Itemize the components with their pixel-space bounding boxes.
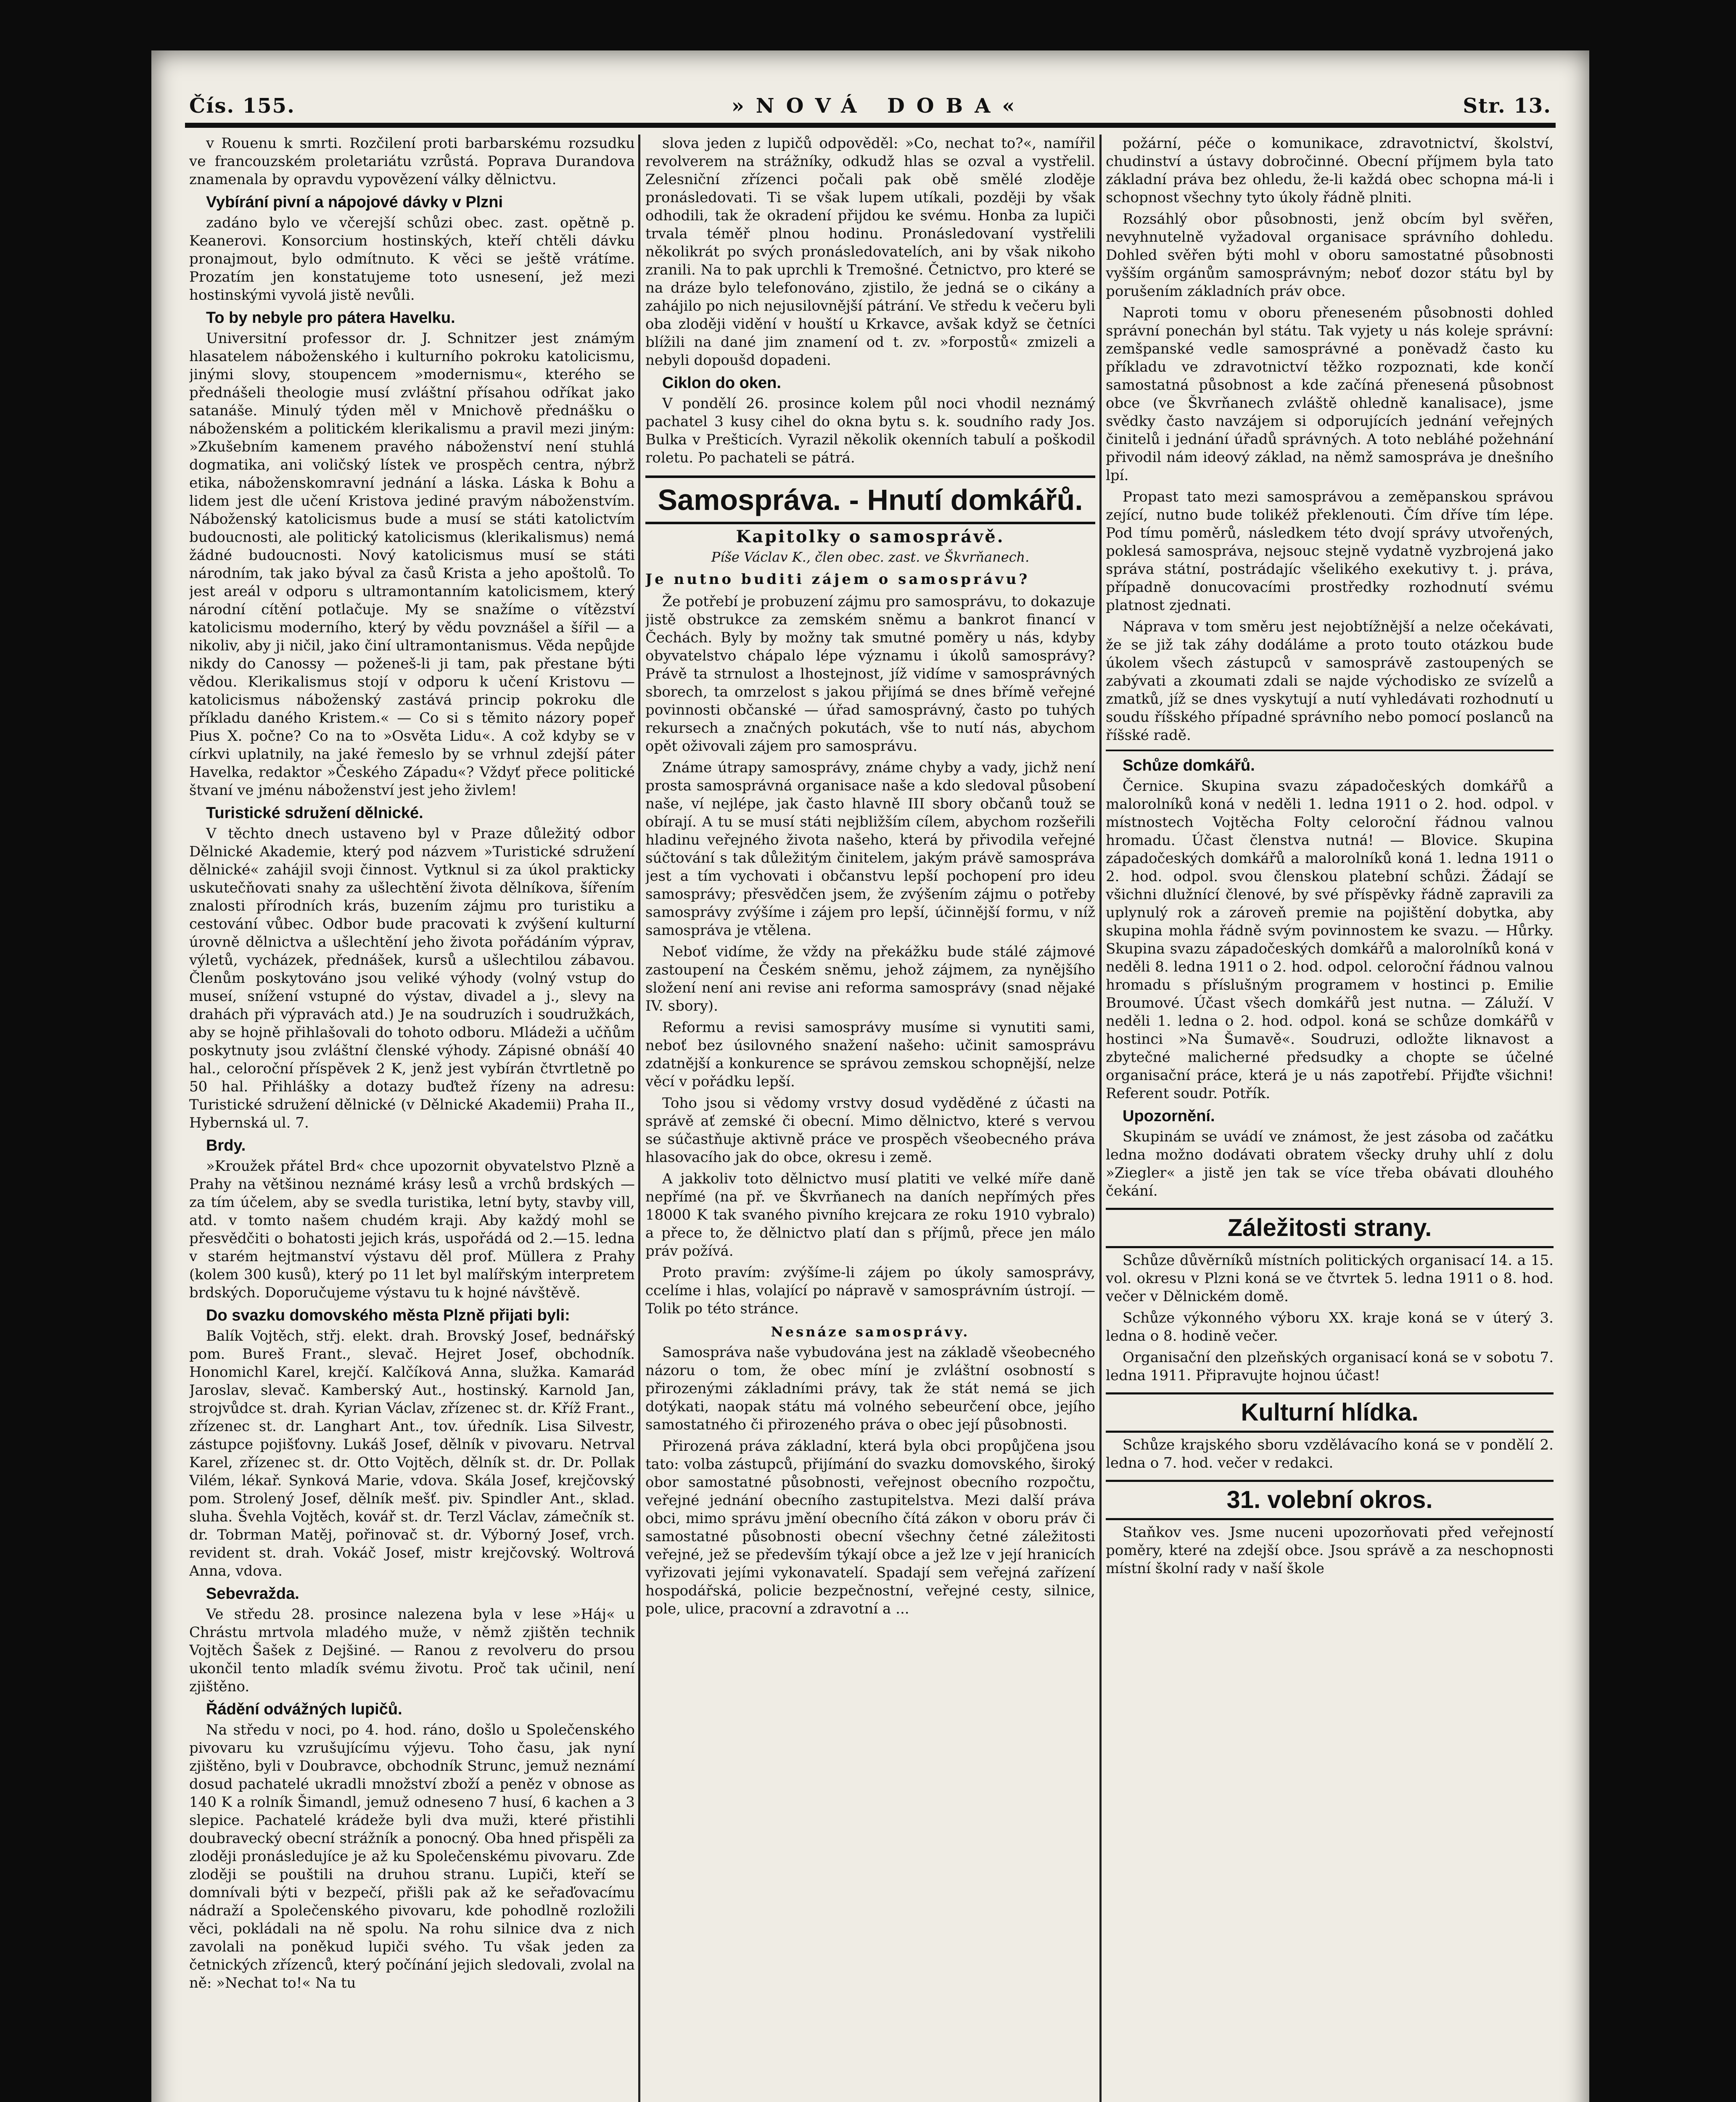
article-heading: Schůze domkářů. xyxy=(1123,757,1255,774)
article-text: A jakkoliv toto dělnictvo musí platiti ve velké míře daně nepřímé (na př. ve Škvrňanech na daních nepřímých přes 18000 K tak svaného pivního krejcara ze roku 1910 vybralo) a přece to, že dělnictvo platí dan s příjmů, přece jen málo práv požívá. xyxy=(645,1170,1095,1260)
article-text: Že potřebí je probuzení zájmu pro samosprávu, to dokazuje jistě obstrukce za zemském sněmu a bankrot financí v Čechách. Byly by možny tak smutné poměry u nás, kdyby obyvatelstvo chápalo lépe významu i úkolů samosprávy? Právě ta strnulost a lhostejnost, jíž vidíme v samosprávných sborech, ta omrzelost s jakou přijímá se dnes břímě veřejné povinnosti občanské — úřad samosprávný, často po tuhých rekursech a značných pokutách, vše to nutí nás, abychom opět oživovali zájem pro samosprávu. xyxy=(645,593,1095,755)
section-banner: Kulturní hlídka. xyxy=(1106,1392,1554,1433)
article-text: Známe útrapy samosprávy, známe chyby a vady, jichž není prosta samosprávná organisace naše a kdo sledoval působení naše, ví nejlépe, jak často hlavně III sbory občanů touž se obírají. A tu se musí státi nejbližším cílem, abychom rozšeřili hladinu veřejného života našeho, která by přivodila veřejné súčtování s tak důležitým činitelem, jakým právě samospráva jest a tím vychovati i občanstvu lepší pochopení pro ideu samosprávy; přesvědčen jsem, že zvýšením zájmu o potřeby samosprávy zvýšíme i zájem pro lepší, účinnější formu, v níž samospráva je vtělena. xyxy=(645,759,1095,939)
article-heading: Upozornění. xyxy=(1123,1107,1215,1125)
newspaper-title: »NOVÁ DOBA« xyxy=(731,94,1027,118)
byline: Píše Václav K., člen obec. zast. ve Škvrňanech. xyxy=(711,549,1030,565)
newspaper-page xyxy=(151,50,1589,2102)
article-text: Přirozená práva základní, která byla obci propůjčena jsou tato: volba zástupců, přijímání do svazku domovského, široký obor samostatné působnosti, veřejnost obecního rozpočtu, veřejné jednání obecního zastupitelstva. Mezi další práva obci, mimo správu jmění obecního čítá zákon v oboru práv či samostatné působnosti obecní všechny četné záležitosti veřejné, jež se především týkají obce a jež lze v její hranicích vyřizovati jejími vykonavatelí. Spadají sem veřejná zařízení hospodářská, policie bezpečnostní, veřejné cesty, silnice, pole, ulice, pracovní a zdravotní a ... xyxy=(645,1438,1095,1617)
article-text: Proto pravím: zvýšíme-li zájem po úkoly samosprávy, ccelíme i hlas, volající po nápravě v samosprávním ústrojí. — Tolik po této stránce. xyxy=(645,1264,1095,1317)
masthead xyxy=(189,67,1551,118)
article-heading: Brdy. xyxy=(206,1137,246,1154)
article-text: zadáno bylo ve včerejší schůzi obec. zast. opětně p. Keanerovi. Konsorcium hostinských, kteří chtěli dávku pronajmout, bylo odmítnuto. K věci se ještě vrátíme. Prozatím jen konstatujeme toto usnesení, jež mezi hostinskými vyvolá jistě nevůli. xyxy=(189,214,635,304)
article-text: Toho jsou si vědomy vrstvy dosud vyděděné z účasti na správě ať zemské či obecní. Mimo dělnictvo, které s vervou se súčastňuje aktivně práce ve prospěch všeobecného práva hlasovacího jak do obce, okresu i země. xyxy=(645,1095,1095,1166)
article-text: Universitní professor dr. J. Schnitzer jest známým hlasatelem náboženského i kulturního pokroku katolicismu, jinými slovy, stoupencem »modernismu«, kterého se přednášeli theologie musí zvláštní přísahou odříkat jako satanáše. Minulý týden měl v Mnichově přednášku o náboženském a politickém klerikalismu a pravil mezi jiným: »Zkušebním kamenem pravého náboženství není stuhlá dogmatika, ani voličský lístek ve prospěch centra, nýbrž etika, náboženskomravní jednání a láska. Láska k Bohu a lidem jest dle učení Kristova jediné pravým náboženstvím. Náboženský katolicismus bude a musí se státi katolictvím budoucnosti, ale politický katolicismus (klerikalismus) nemá žádné budoucnosti. Nový katolicismus musí se státi národním, tak jako býval za časů Krista a jeho apoštolů. To jest areál v odporu s ultramontanním katolicismem, který národní cítění potlačuje. My se snažíme o vítězství katolicismu moderního, který by vědu povznášel a šířil — a nikoliv, aby ji ničil, jako činí ultramontanismus. Věda nepůjde nikdy do Canossy — poženeš-li ji tam, pak přestane býti vědou. Klerikalismus stojí v odporu k učení Kristovu — katolicismus náboženský zastává princip pokroku dle příkladu daného Kristem.« — Co si s těmito názory popeř Pius X. počne? Co na to »Osvěta Lidu«. A což kdyby se v církvi uplatnily, na jaké řemeslo by se vrhnul zdejší páter Havelka, redaktor »Českého Západu«? Vždyť přece politické štvaní ve jménu náboženství jest jeho živlem! xyxy=(189,330,635,799)
section-subheading: Kapitolky o samosprávě. xyxy=(736,527,1005,547)
header-rule xyxy=(185,123,1556,128)
article-text: požární, péče o komunikace, zdravotnictví, školství, chudinství a ústavy dobročinné. Obecní příjmem byla tato základní práva bez ohledu, že-li každá obec schopna má-li i schopnost všechny tyto úkoly řádně plniti. xyxy=(1106,135,1554,206)
article-text: Balík Vojtěch, střj. elekt. drah. Brovský Josef, bednářský pom. Bureš Frant., slevač. Hejret Josef, obchodník. Honomichl Karel, krejčí. Kalčíková Anna, služka. Kamarád Jaroslav, slevač. Kamberský Aut., hostinský. Karnold Jan, strojvůdce st. drah. Kyrian Václav, zřízenec st. dr. Kříž Frant., zřízenec st. dr. Langhart Ant., tov. úředník. Lisa Silvestr, zástupce pojišťovny. Lukáš Josef, dělník v pivovaru. Netrval Karel, zřízenec st. dr. Otto Vojtěch, dělník st. dr. Dr. Pollak Vilém, lékař. Synková Marie, vdova. Skála Josef, krejčovský pom. Strolený Josef, dělník mešť. piv. Spindler Ant., sklad. sluha. Švehla Vojtěch, kovář st. dr. Terzl Václav, zámečník st. dr. Tobrman Matěj, pořinovač st. dr. Výborný Josef, vrch. revident st. drah. Vokáč Josef, mistr krejčovský. Woltrová Anna, vdova. xyxy=(189,1328,635,1579)
section-banner: Samospráva. - Hnutí domkářů. xyxy=(645,475,1095,524)
column-divider xyxy=(638,135,640,2102)
article-text: Schůze krajského sboru vzdělávacího koná se v pondělí 2. ledna o 7. hod. večer v redakci. xyxy=(1106,1437,1554,1471)
article-text: V těchto dnech ustaveno byl v Praze důležitý odbor Dělnické Akademie, který pod názvem »Turistické sdružení dělnické« zahájil svoji činnost. Vytknul si za úkol prakticky uskutečňovati snahy za ušlechtění života dělníkova, šířením znalosti přírodních krás, buzením zájmu pro turistiku a cestování vůbec. Odbor bude pracovati k zvýšení kulturní úrovně dělnictva a ušlechtění jeho života pořádáním výprav, výletů, vycházek, přednášek, kursů a ušlechtilou zábavou. Členům poskytováno jsou veliké výhody (volný vstup do museí, snížení vstupné do výstav, divadel a j., slevy na drahách při výpravách atd.) Je na soudruzích i soudružkách, aby se hojně přihlašovali do tohoto odboru. Mládeži a učňům poskytnuty jsou zvláštní členské výhody. Zápisné obnáší 40 hal., celoroční příspěvek 2 K, jenž jest vybírán čtvrtletně po 50 hal. Přihlášky a dotazy buďtež řízeny na adresu: Turistické sdružení dělnické (v Dělnické Akademii) Praha II., Hybernská ul. 7. xyxy=(189,825,635,1131)
article-heading: To by nebyle pro pátera Havelku. xyxy=(206,309,455,327)
article-text: Skupinám se uvádí ve známost, že jest zásoba od začátku ledna možno dodávati obratem všecky druhy uhlí z dolu »Ziegler« a jistě jen tak se více třeba obávati dlouhého čekání. xyxy=(1106,1128,1554,1199)
article-text: Schůze výkonného výboru XX. kraje koná se v úterý 3. ledna o 8. hodině večer. xyxy=(1106,1310,1554,1344)
article-text: »Kroužek přátel Brd« chce upozornit obyvatelstvo Plzně a Prahy na většinou neznámé krásy lesů a vrchů brdských — za tím účelem, aby se svedla turistika, letní byty, stavby vill, atd. v tomto našem chudém kraji. Aby každý mohl se přesvědčiti o bohatosti jejich krás, uspořádá od 2.—15. ledna v starém hejtmanství výstavu děl prof. Müllera z Prahy (kolem 300 kusů), který po 11 let byl malířským interpretem brdských. Doporučujeme výstavu tu k hojné návštěvě. xyxy=(189,1158,635,1301)
article-text: Ve středu 28. prosince nalezena byla v lese »Háj« u Chrástu mrtvola mladého muže, v němž zjištěn technik Vojtěch Šašek z Dejšiné. — Ranou z revolveru do prsou ukončil tento mladík svému životu. Proč tak učinil, není zjištěno. xyxy=(189,1606,635,1695)
article-heading: Sebevražda. xyxy=(206,1585,299,1603)
article-heading: Řádění odvážných lupičů. xyxy=(206,1701,402,1718)
article-heading: Do svazku domovského města Plzně přijati byli: xyxy=(206,1307,570,1324)
article-text: Naproti tomu v oboru přeneseném působnosti dohled správní ponechán byl státu. Tak vyjety u nás koleje správní: zemšpanské vedle samosprávné a poněvadž často ku příkladu ve zdravotnictví těžko rozpoznati, kde končí samostatná působnost a kde začíná přenesená působnost obce (ve Škvrňanech zvláště ohledně kanalisace), jsme svědky často navzájem si odporujících jednání veřejných činitelů i jednání úřadů správných. A toto nebláhé požehnání přivodil nám ideový základ, na němž samospráva je dnešního lpí. xyxy=(1106,304,1554,484)
article-text: Náprava v tom směru jest nejobtížnější a nelze očekávati, že se již tak záhy dodáláme a proto touto otázkou bude úkolem všech zástupců v samosprávě zastoupených se zabývati a zkoumati zdali se najde východisko ze svízelů a zmatků, jíž se dnes vyskytují a nutí vyhledávati rozhodnutí u soudu říšského případné správního nebo pomocí poslanců na říšské radě. xyxy=(1106,618,1554,744)
section-subheading: Nesnáze samosprávy. xyxy=(771,1324,970,1340)
article-text: Samospráva naše vybudována jest na základě všeobecného názoru o tom, že obec míní je zvláštní osobností s přirozenými základními právy, tak že stát nemá se jich dotýkati, naopak státu má volného sebeurčení obce, jejího samostatného či přirozeného práva o obec její působnosti. xyxy=(645,1344,1095,1433)
lead-question: Je nutno buditi zájem o samosprávu? xyxy=(645,571,1030,588)
page-number: Str. 13. xyxy=(1463,94,1551,118)
section-banner: 31. volební okros. xyxy=(1106,1480,1554,1520)
issue-number: Čís. 155. xyxy=(189,94,295,118)
column-3 xyxy=(1106,135,1554,2102)
article-text: Černice. Skupina svazu západočeských domkářů a malorolníků koná v neděli 1. ledna 1911 o 2. hod. odpol. v místnostech Vojtěcha Folty celoroční řádnou valnou hromadu. Účast členstva nutná! — Blovice. Skupina západočeských domkářů a malorolníků koná 1. ledna 1911 o 2. hod. odpol. svou členskou platební schůzi. Žádají se všichni dlužnící členové, by své příspěvky řádně zapravili za uplynulý rok a zároveň premie na pojištění dobytka, aby skupina mohla řádně svým povinnostem ke svazu. — Hůrky. Skupina svazu západočeských domkářů a malorolníků koná v neděli 8. ledna 1911 o 2. hod. odpol. celoroční řádnou valnou hromadu s příslušným programem v hostinci p. Emilie Broumové. Účast všech domkářů jest nutna. — Záluží. V neděli 1. ledna o 2. hod. odpol. koná se schůze domkářů v hostinci »Na Šumavě«. Soudruzi, odložte liknavost a zbytečné malicherné předsudky a chopte se účelné organisační práce, která je u nás zapotřebí. Přijďte všichni! Referent soudr. Potřík. xyxy=(1106,778,1554,1102)
article-text: Propast tato mezi samosprávou a zeměpanskou správou zející, nutno bude tolikéž překlenouti. Čím dříve tím lépe. Pod tímu poměrů, následkem této dvojí správy utvořených, poklesá samospráva, nejsouc stejně vydatně vyzbrojená jako správa státní, postrádajíc všelikého exekutivy t. j. práva, případně donucovacími prostředky rozhodnutí svému platnost zjednati. xyxy=(1106,489,1554,614)
article-text: Staňkov ves. Jsme nuceni upozorňovati před veřejností poměry, které na zdejší obce. Jsou správě a za neschopnosti místní školní rady v naší škole xyxy=(1106,1524,1554,1577)
column-divider xyxy=(1099,135,1102,2102)
column-1 xyxy=(189,135,635,2102)
section-divider xyxy=(1106,750,1554,751)
article-heading: Ciklon do oken. xyxy=(662,374,781,392)
article-text: Organisační den plzeňských organisací koná se v sobotu 7. ledna 1911. Připravujte hojnou účast! xyxy=(1106,1349,1554,1384)
article-heading: Turistické sdružení dělnické. xyxy=(206,804,423,822)
article-text: v Rouenu k smrti. Rozčilení proti barbarskému rozsudku ve francouzském proletariátu vzrůstá. Poprava Durandova znamenala by opravdu vypovězení války dělnictvu. xyxy=(189,135,635,188)
article-text: Reformu a revisi samosprávy musíme si vynutiti sami, neboť bez úsilovného snažení našeho: učinit samosprávu zdatnější a konkurence se správou zemskou schopnější, nelze věcí v pořádku lepší. xyxy=(645,1019,1095,1090)
article-text: slova jeden z lupičů odpověděl: »Co, nechat to?«, namířil revolverem na strážníky, odkudž hlas se ozval a vystřelil. Zelesniční zřízenci počali pak obě smělé zloděje pronásledovati. Ti se však lupem utíkali, později by však odhodili, tak že okradení přijdou ke svému. Honba za lupiči trvala téměř plnou hodinu. Pronásledovaní vystřelili několikrát po svých pronásledovatelích, ani by však nikoho zranili. Na to pak uprchli k Tremošné. Četnictvo, pro které se na dráze bylo telefonováno, zjistilo, že jedná se o cikány a zahájilo po nich nejusilovnější pátrání. Ve středu k večeru byli oba zloději vidění v houští u Krkavce, avšak když se četníci blížili na dané jim znamení od t. zv. »forpostů« zmizeli a nebyli dopoušd dopadeni. xyxy=(645,135,1095,369)
article-text: Na středu v noci, po 4. hod. ráno, došlo u Společenského pivovaru ku vzrušujícímu výjevu. Toho času, jak nyní zjištěno, byli v Doubravce, obchodník Strunc, jemuž neznámí dosud pachatelé ukradli množství zboží a peněz v obnose as 140 K a rolník Šimandl, jemuž odneseno 7 husí, 6 kachen a 3 slepice. Pachatelé krádeže byli dva muži, které přistihli doubravecký obecní strážník a ponocný. Oba hned přispěli za zloději pronásledujíce je až ku Společenskému pivovaru. Zde zloději se pouštili na druhou stranu. Lupiči, kteří se domnívali býti v bezpečí, přišli pak až ke seřaďovacímu nádraží a Společenského pivovaru, kde pohodlně rozložili věci, pokládali na ně spolu. Na rohu silnice dva z nich zavolali na poněkud lupiči svého. Tu však jeden za četnických zřízenců, který počínání jejich sledovali, zvolal na ně: »Nechat to!« Na tu xyxy=(189,1722,635,1991)
article-text: Schůze důvěrníků místních politických organisací 14. a 15. vol. okresu v Plzni koná se ve čtvrtek 5. ledna 1911 o 8. hod. večer v Dělnickém domě. xyxy=(1106,1252,1554,1305)
section-banner: Záležitosti strany. xyxy=(1106,1208,1554,1248)
article-text: V pondělí 26. prosince kolem půl noci vhodil neznámý pachatel 3 kusy cihel do okna bytu s. k. soudního rady Jos. Bulka v Prešticích. Vyrazil několik okenních tabulí a poškodil roletu. Po pachateli se pátrá. xyxy=(645,395,1095,466)
article-text: Rozsáhlý obor působnosti, jenž obcím byl svěřen, nevyhnutelně vyžadoval organisace správního dohledu. Dohled svěřen býti mohl v oboru samostatné působnosti vyšším orgánům samosprávným; neboť dozor státu byl by porušením základních práv obce. xyxy=(1106,211,1554,300)
column-2 xyxy=(645,135,1095,2102)
article-heading: Vybírání pivní a nápojové dávky v Plzni xyxy=(206,193,503,211)
article-text: Neboť vidíme, že vždy na překážku bude stálé zájmové zastoupení na Českém sněmu, jehož zájmem, za nynějšího složení není ani revise ani reforma samosprávy (snad nějaké IV. sbory). xyxy=(645,943,1095,1014)
